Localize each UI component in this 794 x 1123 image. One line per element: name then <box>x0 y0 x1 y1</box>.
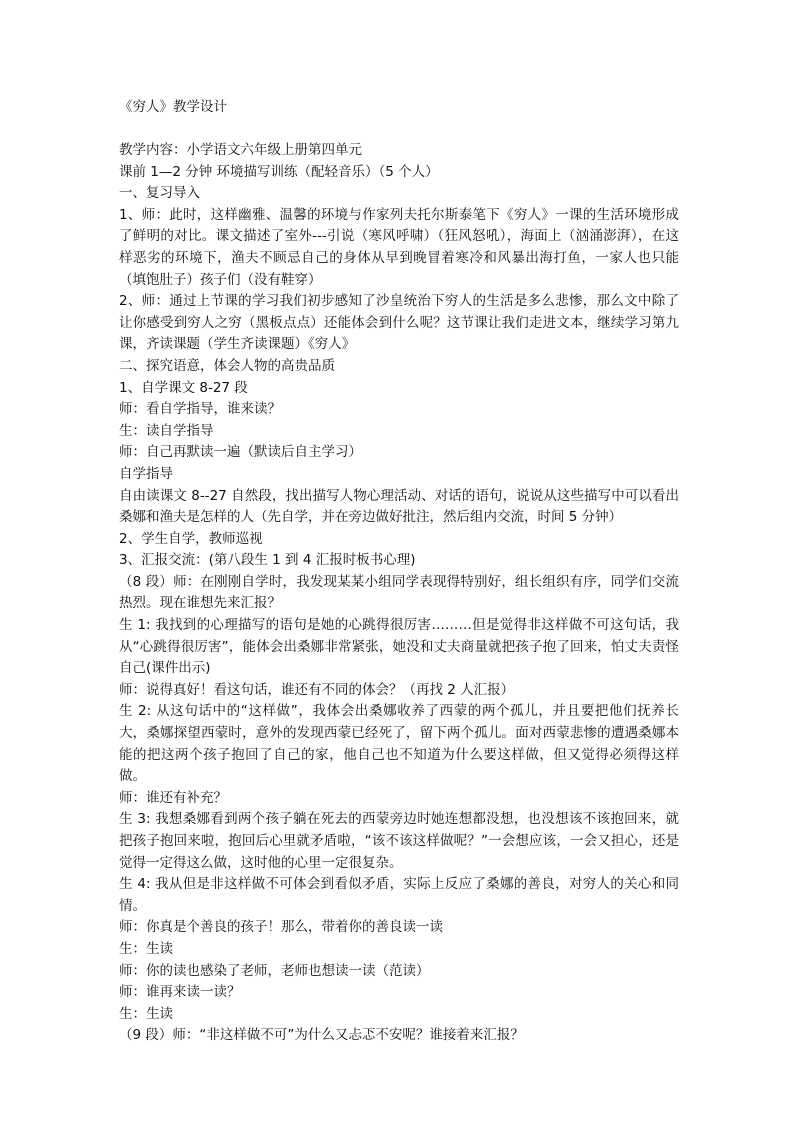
document-title: 《穷人》教学设计 <box>119 99 227 115</box>
dialogue-line: 生：生读 <box>119 1005 173 1022</box>
step-student-study: 2、学生自学，教师巡视 <box>119 530 263 547</box>
dialogue-line: 师：说得真好！看这句话，谁还有不同的体会？（再找 2 人汇报） <box>119 681 515 698</box>
self-study-guide-heading: 自学指导 <box>119 465 173 482</box>
dialogue-paragraph-9: （9 段）师：“非这样做不可”为什么又忐忑不安呢？谁接着来汇报？ <box>119 1027 524 1044</box>
document-page <box>119 97 679 1047</box>
dialogue-line: 师：你真是个善良的孩子！那么，带着你的善良读一读 <box>119 919 443 936</box>
step-self-study: 1、自学课文 8-27 段 <box>119 379 248 396</box>
section-heading-review: 一、复习导入 <box>119 185 200 202</box>
pre-class-line: 课前 1—2 分钟 环境描写训练（配轻音乐）（5 个人） <box>119 163 439 180</box>
student-2-answer: 生 2: 从这句话中的“这样做”，我体会出桑娜收养了西蒙的两个孤儿，并且要把他们抚养长大，桑娜探望西蒙时，意外的发现西蒙已经死了，留下两个孤儿。面对西蒙悲惨的遭遇桑娜本能的把这两个孩子抱回了自己的家，他自己也不知道为什么要这样做，但又觉得必须得这样做。 <box>119 703 679 785</box>
paragraph-review-2: 2、师：通过上节课的学习我们初步感知了沙皇统治下穷人的生活是多么悲惨，那么文中除了让你感受到穷人之穷（黑板点点）还能体会到什么呢？这节课让我们走进文本，继续学习第九课，齐读课题（学生齐读课题）《穷人》 <box>119 293 679 353</box>
dialogue-paragraph-8: （8 段）师：在刚刚自学时，我发现某某小组同学表现得特别好，组长组织有序，同学们交流热烈。现在谁想先来汇报？ <box>119 573 679 612</box>
paragraph-review-1: 1、师：此时，这样幽雅、温馨的环境与作家列夫托尔斯泰笔下《穷人》一课的生活环境形成了鲜明的对比。课文描述了室外---引说（寒风呼啸）（狂风怒吼），海面上（汹涌澎湃），在这样恶劣的环境下，渔夫不顾忌自己的身体从早到晚冒着寒冷和风暴出海打鱼，一家人也只能（填饱肚子）孩子们（没有鞋穿） <box>119 206 679 288</box>
dialogue-line: 生：读自学指导 <box>119 422 214 439</box>
section-heading-explore: 二、探究语意，体会人物的高贵品质 <box>119 357 335 374</box>
dialogue-line: 师：谁还有补充？ <box>119 789 227 806</box>
dialogue-line: 师：你的读也感染了老师，老师也想读一读（范读） <box>119 962 430 979</box>
dialogue-line: 师：自己再默读一遍（默读后自主学习） <box>119 444 362 461</box>
dialogue-line: 生：生读 <box>119 940 173 957</box>
step-report: 3、汇报交流：(第八段生 1 到 4 汇报时板书心理) <box>119 552 416 569</box>
student-1-answer: 生 1: 我找到的心理描写的语句是她的心跳得很厉害………但是觉得非这样做不可这句话，我从“心跳得很厉害”，能体会出桑娜非常紧张，她没和丈夫商量就把孩子抱了回来，怕丈夫责怪自己(课件出示) <box>119 617 679 677</box>
title-spacer <box>119 118 679 140</box>
teaching-content-line: 教学内容：小学语文六年级上册第四单元 <box>119 142 362 158</box>
self-study-guide-text: 自由读课文 8--27 自然段，找出描写人物心理活动、对话的语句，说说从这些描写中可以看出桑娜和渔夫是怎样的人（先自学，并在旁边做好批注，然后组内交流，时间 5 分钟） <box>119 487 679 526</box>
dialogue-line: 师：谁再来读一读？ <box>119 984 241 1001</box>
student-4-answer: 生 4: 我从但是非这样做不可体会到看似矛盾，实际上反应了桑娜的善良，对穷人的关心和同情。 <box>119 876 679 914</box>
dialogue-line: 师：看自学指导，谁来读？ <box>119 401 281 418</box>
student-3-answer: 生 3: 我想桑娜看到两个孩子躺在死去的西蒙旁边时她连想都没想，也没想该不该抱回来，就把孩子抱回来啦，抱回后心里就矛盾啦，“该不该这样做呢？”一会想应该，一会又担心，还是觉得一定得这么做，这时他的心里一定很复杂。 <box>119 811 679 871</box>
